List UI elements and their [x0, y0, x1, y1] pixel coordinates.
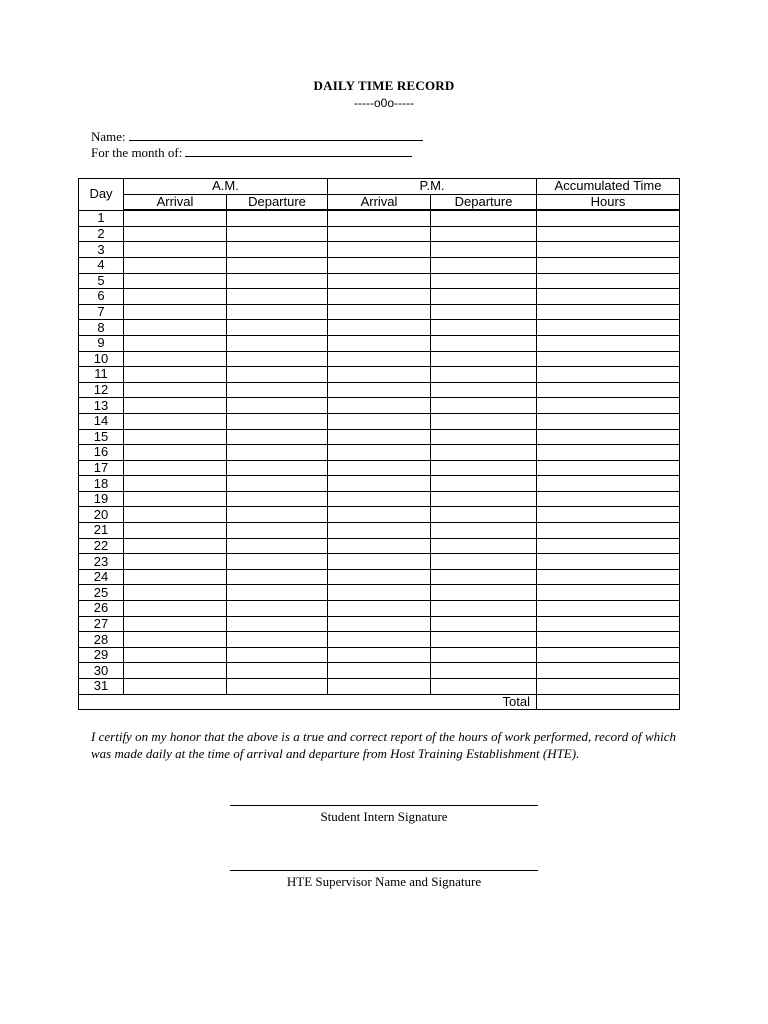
- hours-cell[interactable]: [537, 226, 680, 242]
- hours-cell[interactable]: [537, 273, 680, 289]
- time-record-table: [78, 178, 680, 710]
- table-row: [79, 273, 680, 289]
- pm-arrival-cell[interactable]: [328, 460, 431, 476]
- pm-arrival-cell[interactable]: [328, 632, 431, 648]
- am-departure-cell[interactable]: [227, 554, 328, 570]
- pm-arrival-cell[interactable]: [328, 663, 431, 679]
- table-row: [79, 554, 680, 570]
- pm-arrival-cell[interactable]: [328, 257, 431, 273]
- pm-arrival-cell[interactable]: [328, 554, 431, 570]
- hours-cell[interactable]: [537, 460, 680, 476]
- table-row: [79, 367, 680, 383]
- pm-departure-cell[interactable]: [431, 460, 537, 476]
- table-row: [79, 460, 680, 476]
- day-number: 22: [79, 538, 124, 554]
- am-arrival-cell[interactable]: [124, 304, 227, 320]
- table-row: [79, 585, 680, 601]
- hours-cell[interactable]: [537, 398, 680, 414]
- pm-arrival-cell[interactable]: [328, 507, 431, 523]
- pm-departure-cell[interactable]: [431, 445, 537, 461]
- am-arrival-cell[interactable]: [124, 554, 227, 570]
- am-departure-cell[interactable]: [227, 445, 328, 461]
- am-arrival-cell[interactable]: [124, 632, 227, 648]
- pm-arrival-cell[interactable]: [328, 242, 431, 258]
- pm-departure-header: Departure: [431, 194, 537, 210]
- am-departure-cell[interactable]: [227, 351, 328, 367]
- am-arrival-cell[interactable]: [124, 647, 227, 663]
- am-arrival-cell[interactable]: [124, 616, 227, 632]
- day-number: 7: [79, 304, 124, 320]
- supervisor-signature-line[interactable]: [230, 870, 538, 871]
- pm-departure-cell[interactable]: [431, 616, 537, 632]
- hours-cell[interactable]: [537, 445, 680, 461]
- day-number: 5: [79, 273, 124, 289]
- pm-departure-cell[interactable]: [431, 554, 537, 570]
- am-departure-cell[interactable]: [227, 663, 328, 679]
- am-departure-cell[interactable]: [227, 289, 328, 305]
- pm-arrival-cell[interactable]: [328, 601, 431, 617]
- table-row: [79, 647, 680, 663]
- hours-cell[interactable]: [537, 585, 680, 601]
- table-row: [79, 413, 680, 429]
- day-number: 9: [79, 335, 124, 351]
- name-label: Name:: [91, 129, 126, 144]
- day-number: 28: [79, 632, 124, 648]
- day-number: 21: [79, 523, 124, 539]
- day-number: 17: [79, 460, 124, 476]
- day-number: 12: [79, 382, 124, 398]
- am-arrival-cell[interactable]: [124, 523, 227, 539]
- name-field: [91, 129, 423, 145]
- month-label: For the month of:: [91, 145, 183, 160]
- am-departure-cell[interactable]: [227, 460, 328, 476]
- table-row: [79, 507, 680, 523]
- accumulated-time-header: Accumulated Time: [537, 179, 680, 195]
- am-arrival-cell[interactable]: [124, 601, 227, 617]
- table-row: [79, 257, 680, 273]
- pm-departure-cell[interactable]: [431, 569, 537, 585]
- day-number: 23: [79, 554, 124, 570]
- pm-arrival-cell[interactable]: [328, 367, 431, 383]
- am-arrival-cell[interactable]: [124, 226, 227, 242]
- pm-departure-cell[interactable]: [431, 273, 537, 289]
- pm-arrival-cell[interactable]: [328, 679, 431, 695]
- hours-cell[interactable]: [537, 429, 680, 445]
- am-departure-cell[interactable]: [227, 601, 328, 617]
- hours-cell[interactable]: [537, 507, 680, 523]
- am-arrival-cell[interactable]: [124, 585, 227, 601]
- am-departure-cell[interactable]: [227, 413, 328, 429]
- am-departure-cell[interactable]: [227, 226, 328, 242]
- am-departure-cell[interactable]: [227, 585, 328, 601]
- hours-cell[interactable]: [537, 289, 680, 305]
- table-row: [79, 242, 680, 258]
- am-arrival-cell[interactable]: [124, 507, 227, 523]
- hours-cell[interactable]: [537, 647, 680, 663]
- pm-departure-cell[interactable]: [431, 398, 537, 414]
- hours-cell[interactable]: [537, 320, 680, 336]
- am-arrival-cell[interactable]: [124, 273, 227, 289]
- pm-arrival-cell[interactable]: [328, 647, 431, 663]
- pm-arrival-cell[interactable]: [328, 523, 431, 539]
- table-row: [79, 304, 680, 320]
- am-arrival-cell[interactable]: [124, 398, 227, 414]
- am-departure-cell[interactable]: [227, 491, 328, 507]
- day-rows: [79, 210, 680, 694]
- pm-departure-cell[interactable]: [431, 647, 537, 663]
- table-row: [79, 382, 680, 398]
- am-arrival-cell[interactable]: [124, 663, 227, 679]
- am-arrival-cell[interactable]: [124, 289, 227, 305]
- pm-arrival-header: Arrival: [328, 194, 431, 210]
- am-departure-cell[interactable]: [227, 429, 328, 445]
- table-row: [79, 491, 680, 507]
- table-row: [79, 616, 680, 632]
- pm-arrival-cell[interactable]: [328, 210, 431, 226]
- hours-cell[interactable]: [537, 335, 680, 351]
- table-row: [79, 429, 680, 445]
- hours-header: Hours: [537, 194, 680, 210]
- pm-departure-cell[interactable]: [431, 507, 537, 523]
- am-departure-cell[interactable]: [227, 398, 328, 414]
- pm-departure-cell[interactable]: [431, 242, 537, 258]
- am-arrival-cell[interactable]: [124, 382, 227, 398]
- pm-arrival-cell[interactable]: [328, 226, 431, 242]
- supervisor-signature-block: [230, 870, 538, 890]
- am-departure-cell[interactable]: [227, 335, 328, 351]
- pm-departure-cell[interactable]: [431, 320, 537, 336]
- day-number: 6: [79, 289, 124, 305]
- am-arrival-cell[interactable]: [124, 413, 227, 429]
- table-row: [79, 320, 680, 336]
- table-row: [79, 445, 680, 461]
- day-number: 16: [79, 445, 124, 461]
- am-arrival-cell[interactable]: [124, 335, 227, 351]
- am-arrival-cell[interactable]: [124, 491, 227, 507]
- am-departure-cell[interactable]: [227, 320, 328, 336]
- am-arrival-cell[interactable]: [124, 367, 227, 383]
- am-departure-cell[interactable]: [227, 569, 328, 585]
- pm-departure-cell[interactable]: [431, 523, 537, 539]
- hours-cell[interactable]: [537, 257, 680, 273]
- am-departure-cell[interactable]: [227, 257, 328, 273]
- am-departure-cell[interactable]: [227, 523, 328, 539]
- day-number: 13: [79, 398, 124, 414]
- pm-arrival-cell[interactable]: [328, 335, 431, 351]
- table-row: [79, 351, 680, 367]
- am-arrival-cell[interactable]: [124, 210, 227, 226]
- pm-arrival-cell[interactable]: [328, 429, 431, 445]
- pm-arrival-cell[interactable]: [328, 413, 431, 429]
- table-row: [79, 289, 680, 305]
- hours-cell[interactable]: [537, 569, 680, 585]
- table-row: [79, 523, 680, 539]
- am-departure-cell[interactable]: [227, 304, 328, 320]
- pm-header: P.M.: [328, 179, 537, 195]
- student-signature-label: Student Intern Signature: [320, 809, 448, 824]
- month-field: [91, 145, 412, 161]
- pm-departure-cell[interactable]: [431, 304, 537, 320]
- total-hours-cell[interactable]: [537, 694, 680, 710]
- am-arrival-cell[interactable]: [124, 320, 227, 336]
- day-number: 27: [79, 616, 124, 632]
- day-number: 18: [79, 476, 124, 492]
- name-blank-line[interactable]: [129, 130, 423, 141]
- am-departure-cell[interactable]: [227, 210, 328, 226]
- total-label: Total: [79, 694, 537, 710]
- pm-departure-cell[interactable]: [431, 382, 537, 398]
- pm-arrival-cell[interactable]: [328, 616, 431, 632]
- student-signature-line[interactable]: [230, 805, 538, 806]
- day-number: 4: [79, 257, 124, 273]
- am-departure-cell[interactable]: [227, 273, 328, 289]
- hours-cell[interactable]: [537, 663, 680, 679]
- hours-cell[interactable]: [537, 367, 680, 383]
- table-row: [79, 398, 680, 414]
- pm-departure-cell[interactable]: [431, 663, 537, 679]
- table-header-row: [79, 179, 680, 195]
- table-row: [79, 679, 680, 695]
- day-number: 15: [79, 429, 124, 445]
- day-number: 20: [79, 507, 124, 523]
- hours-cell[interactable]: [537, 632, 680, 648]
- table-row: [79, 632, 680, 648]
- table-row: [79, 210, 680, 226]
- pm-arrival-cell[interactable]: [328, 398, 431, 414]
- hours-cell[interactable]: [537, 554, 680, 570]
- table-row: [79, 226, 680, 242]
- day-number: 25: [79, 585, 124, 601]
- table-subheader-row: [79, 194, 680, 210]
- day-number: 2: [79, 226, 124, 242]
- total-row: [79, 694, 680, 710]
- am-arrival-cell[interactable]: [124, 242, 227, 258]
- am-arrival-cell[interactable]: [124, 257, 227, 273]
- pm-arrival-cell[interactable]: [328, 585, 431, 601]
- hours-cell[interactable]: [537, 210, 680, 226]
- pm-arrival-cell[interactable]: [328, 382, 431, 398]
- am-arrival-cell[interactable]: [124, 538, 227, 554]
- am-arrival-cell[interactable]: [124, 460, 227, 476]
- supervisor-signature-label: HTE Supervisor Name and Signature: [286, 874, 482, 889]
- day-number: 19: [79, 491, 124, 507]
- am-arrival-cell[interactable]: [124, 445, 227, 461]
- table-row: [79, 601, 680, 617]
- pm-arrival-cell[interactable]: [328, 445, 431, 461]
- day-number: 3: [79, 242, 124, 258]
- pm-departure-cell[interactable]: [431, 413, 537, 429]
- am-departure-cell[interactable]: [227, 382, 328, 398]
- table-row: [79, 476, 680, 492]
- hours-cell[interactable]: [537, 382, 680, 398]
- day-number: 14: [79, 413, 124, 429]
- am-arrival-cell[interactable]: [124, 476, 227, 492]
- pm-departure-cell[interactable]: [431, 429, 537, 445]
- pm-departure-cell[interactable]: [431, 351, 537, 367]
- pm-arrival-cell[interactable]: [328, 304, 431, 320]
- pm-departure-cell[interactable]: [431, 367, 537, 383]
- pm-arrival-cell[interactable]: [328, 289, 431, 305]
- hours-cell[interactable]: [537, 538, 680, 554]
- pm-arrival-cell[interactable]: [328, 491, 431, 507]
- pm-arrival-cell[interactable]: [328, 273, 431, 289]
- pm-arrival-cell[interactable]: [328, 320, 431, 336]
- hours-cell[interactable]: [537, 491, 680, 507]
- am-departure-cell[interactable]: [227, 632, 328, 648]
- table-row: [79, 335, 680, 351]
- document-subtitle: -----o0o-----: [354, 96, 414, 110]
- pm-departure-cell[interactable]: [431, 335, 537, 351]
- hours-cell[interactable]: [537, 476, 680, 492]
- hours-cell[interactable]: [537, 242, 680, 258]
- pm-departure-cell[interactable]: [431, 491, 537, 507]
- pm-departure-cell[interactable]: [431, 476, 537, 492]
- am-departure-cell[interactable]: [227, 538, 328, 554]
- am-header: A.M.: [124, 179, 328, 195]
- student-signature-block: [230, 805, 538, 825]
- pm-departure-cell[interactable]: [431, 585, 537, 601]
- hours-cell[interactable]: [537, 601, 680, 617]
- day-header: Day: [79, 179, 124, 211]
- am-departure-cell[interactable]: [227, 242, 328, 258]
- document-title: DAILY TIME RECORD: [313, 78, 455, 93]
- am-arrival-cell[interactable]: [124, 429, 227, 445]
- day-number: 30: [79, 663, 124, 679]
- pm-arrival-cell[interactable]: [328, 476, 431, 492]
- day-number: 1: [79, 210, 124, 226]
- day-number: 31: [79, 679, 124, 695]
- am-departure-cell[interactable]: [227, 679, 328, 695]
- day-number: 26: [79, 601, 124, 617]
- am-arrival-cell[interactable]: [124, 351, 227, 367]
- am-arrival-cell[interactable]: [124, 679, 227, 695]
- pm-departure-cell[interactable]: [431, 632, 537, 648]
- am-departure-header: Departure: [227, 194, 328, 210]
- am-departure-cell[interactable]: [227, 647, 328, 663]
- am-departure-cell[interactable]: [227, 476, 328, 492]
- day-number: 29: [79, 647, 124, 663]
- day-number: 11: [79, 367, 124, 383]
- certification-statement: I certify on my honor that the above is a true and correct report of the hours of work performed, record of which was made daily at the time of arrival and departure from Host Training Establishment (HTE).: [91, 729, 676, 761]
- table-row: [79, 663, 680, 679]
- hours-cell[interactable]: [537, 413, 680, 429]
- pm-departure-cell[interactable]: [431, 538, 537, 554]
- pm-departure-cell[interactable]: [431, 226, 537, 242]
- pm-arrival-cell[interactable]: [328, 351, 431, 367]
- month-blank-line[interactable]: [185, 146, 412, 157]
- hours-cell[interactable]: [537, 304, 680, 320]
- day-number: 24: [79, 569, 124, 585]
- hours-cell[interactable]: [537, 523, 680, 539]
- pm-departure-cell[interactable]: [431, 289, 537, 305]
- hours-cell[interactable]: [537, 351, 680, 367]
- am-departure-cell[interactable]: [227, 507, 328, 523]
- hours-cell[interactable]: [537, 616, 680, 632]
- pm-departure-cell[interactable]: [431, 679, 537, 695]
- pm-arrival-cell[interactable]: [328, 538, 431, 554]
- pm-arrival-cell[interactable]: [328, 569, 431, 585]
- table-row: [79, 538, 680, 554]
- pm-departure-cell[interactable]: [431, 210, 537, 226]
- pm-departure-cell[interactable]: [431, 601, 537, 617]
- am-departure-cell[interactable]: [227, 367, 328, 383]
- pm-departure-cell[interactable]: [431, 257, 537, 273]
- am-arrival-cell[interactable]: [124, 569, 227, 585]
- table-row: [79, 569, 680, 585]
- day-number: 10: [79, 351, 124, 367]
- day-number: 8: [79, 320, 124, 336]
- hours-cell[interactable]: [537, 679, 680, 695]
- am-departure-cell[interactable]: [227, 616, 328, 632]
- am-arrival-header: Arrival: [124, 194, 227, 210]
